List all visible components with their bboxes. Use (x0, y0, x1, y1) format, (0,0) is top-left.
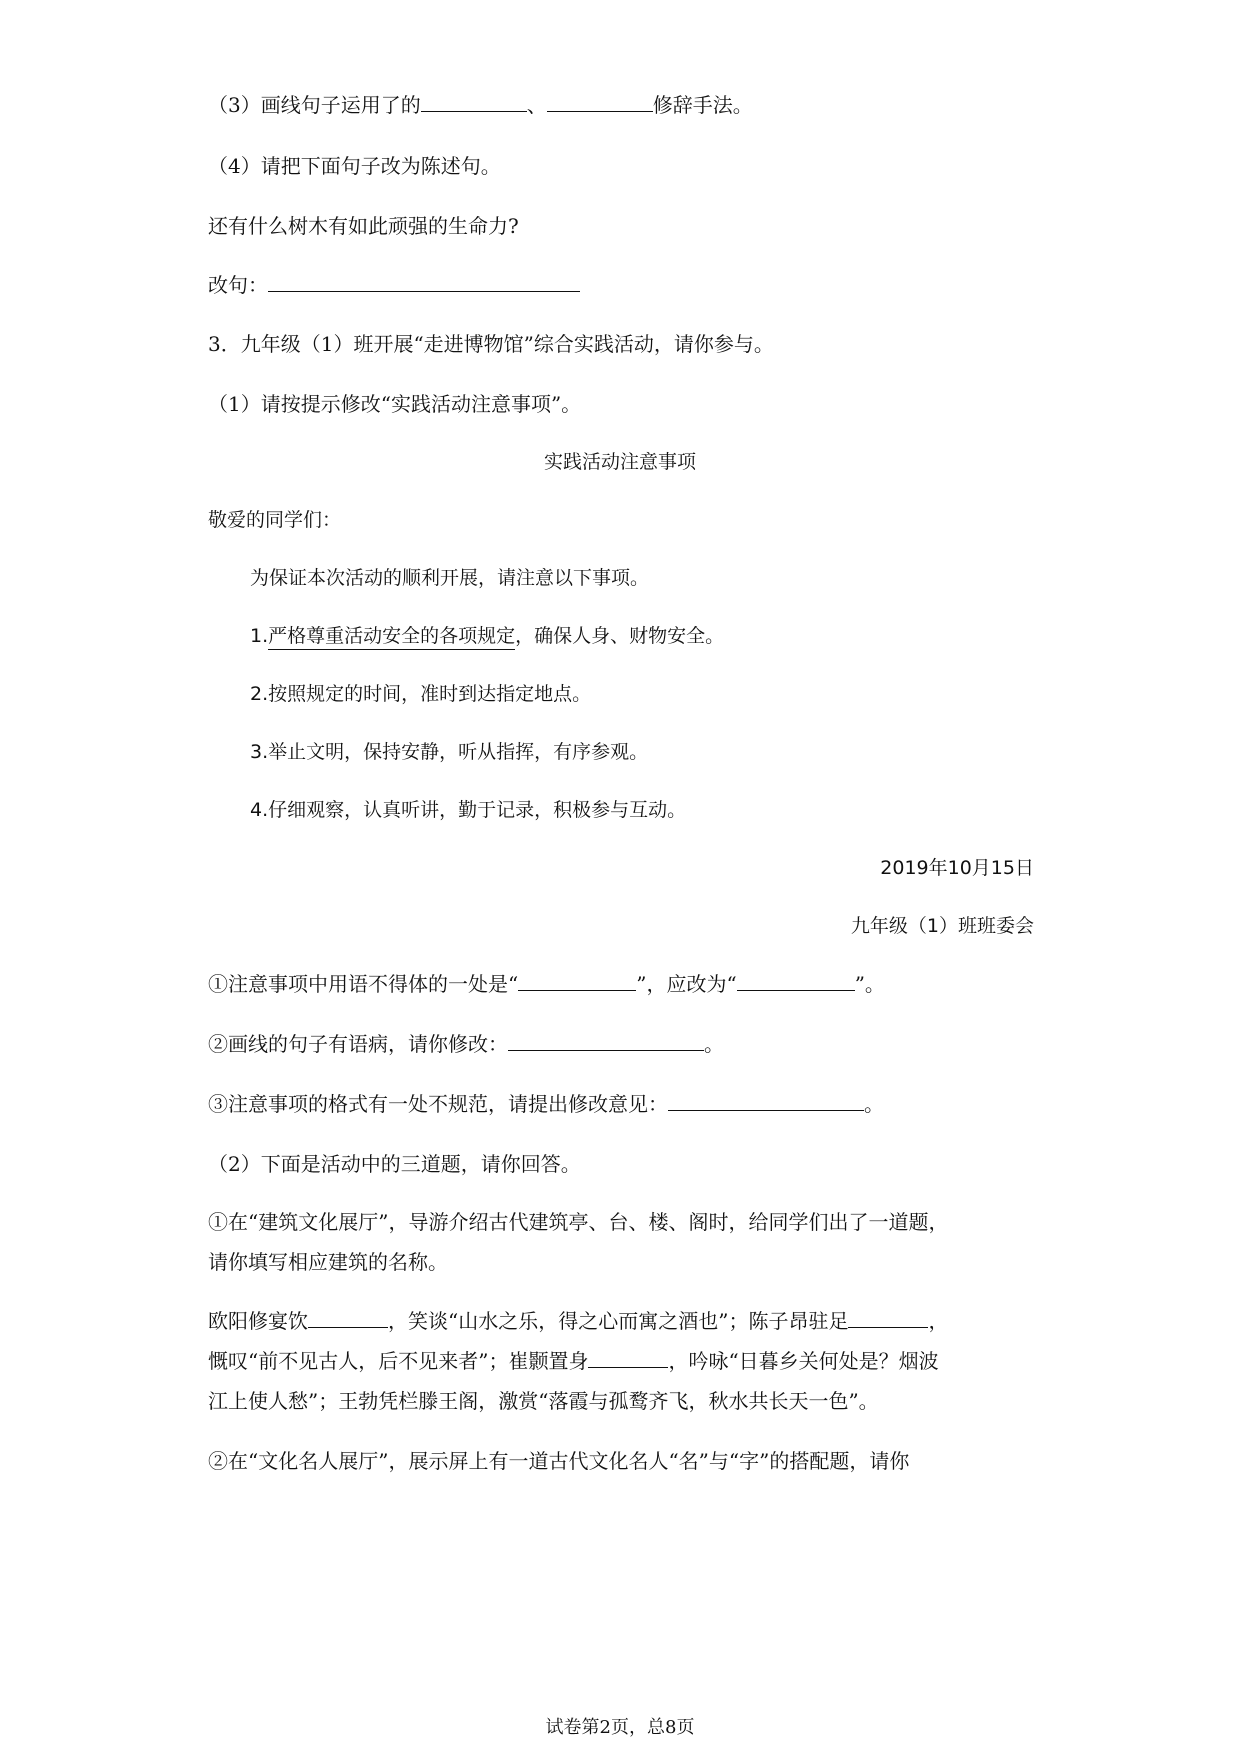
q3-sub1: （1）请按提示修改“实践活动注意事项”。 (208, 392, 582, 416)
notice-title: 实践活动注意事项 (543, 451, 696, 473)
poem-line-2 (208, 1347, 939, 1375)
notice-item-2: 2.按照规定的时间，准时到达指定地点。 (250, 683, 592, 705)
notice-greeting: 敬爱的同学们： (208, 509, 342, 531)
rewrite-blank[interactable] (268, 271, 580, 292)
poem-part-4: 慨叹“前不见古人，后不见来者”；崔颢置身 (208, 1349, 589, 1373)
q2-sub3-suffix: 修辞手法。 (652, 93, 753, 117)
q3-b1-line2: 请你填写相应建筑的名称。 (208, 1250, 448, 1274)
poem-part-5: ，吟咏“日暮乡关何处是？烟波 (668, 1349, 939, 1373)
q3-a3-prefix: ③注意事项的格式有一处不规范，请提出修改意见： (208, 1092, 668, 1116)
sentence-fix-blank[interactable] (508, 1030, 704, 1051)
poem-line-1 (208, 1307, 948, 1335)
underlined-sentence: 严格尊重活动安全的各项规定 (268, 625, 515, 650)
format-fix-blank[interactable] (668, 1090, 864, 1111)
q3-b2: ②在“文化名人展厅”，展示屏上有一道古代文化名人“名”与“字”的搭配题，请你 (208, 1449, 910, 1473)
q3-a2-prefix: ②画线的句子有语病，请你修改： (208, 1032, 508, 1056)
notice-opening: 为保证本次活动的顺利开展，请注意以下事项。 (250, 567, 650, 589)
notice-date: 2019年10月15日 (880, 857, 1034, 879)
notice-item-1-rest: ，确保人身、财物安全。 (515, 625, 725, 647)
rhetoric-blank-1[interactable] (421, 91, 527, 112)
rhetoric-blank-2[interactable] (547, 91, 653, 112)
q3-sub2: （2）下面是活动中的三道题，请你回答。 (208, 1152, 581, 1176)
pavilion-blank-3[interactable] (588, 1347, 668, 1368)
notice-item-4: 4.仔细观察，认真听讲，勤于记录，积极参与互动。 (250, 799, 687, 821)
q3-intro: 3．九年级（1）班开展“走进博物馆”综合实践活动，请你参与。 (208, 332, 774, 356)
notice-signer: 九年级（1）班班委会 (850, 915, 1034, 937)
pavilion-blank-1[interactable] (308, 1307, 388, 1328)
q2-sentence: 还有什么树木有如此顽强的生命力? (208, 214, 519, 238)
improper-phrase-blank[interactable] (518, 970, 636, 991)
q3-a1-suffix: ”。 (854, 972, 885, 996)
notice-item-1 (250, 622, 724, 650)
pavilion-blank-2[interactable] (848, 1307, 928, 1328)
q3-a3-suffix: 。 (864, 1092, 884, 1116)
q2-rewrite-line (208, 271, 580, 299)
poem-line-3: 江上使人愁”；王勃凭栏滕王阁，激赏“落霞与孤鹜齐飞，秋水共长天一色”。 (208, 1389, 879, 1413)
q2-sub3-prefix: （3）画线句子运用了的 (208, 93, 421, 117)
page-footer: 试卷第2页，总8页 (545, 1717, 695, 1738)
poem-part-2: ，笑谈“山水之乐，得之心而寓之酒也”；陈子昂驻足 (388, 1309, 849, 1333)
q3-a1-prefix: ①注意事项中用语不得体的一处是“ (208, 972, 519, 996)
q3-a1-line (208, 970, 885, 998)
notice-item-1-number: 1. (250, 625, 269, 647)
q3-a2-line (208, 1030, 724, 1058)
rewrite-label: 改句： (208, 273, 268, 297)
q2-sub3-sep: 、 (526, 93, 547, 117)
correction-blank[interactable] (737, 970, 855, 991)
poem-part-1: 欧阳修宴饮 (208, 1309, 308, 1333)
q2-sub4: （4）请把下面句子改为陈述句。 (208, 154, 501, 178)
q2-sub3-line (208, 91, 753, 119)
notice-item-3: 3.举止文明，保持安静，听从指挥，有序参观。 (250, 741, 649, 763)
q3-a3-line (208, 1090, 884, 1118)
q3-a1-mid: ”，应改为“ (636, 972, 737, 996)
poem-part-3: ， (928, 1309, 949, 1333)
q3-a2-suffix: 。 (704, 1032, 724, 1056)
q3-b1-line1: ①在“建筑文化展厅”，导游介绍古代建筑亭、台、楼、阁时，给同学们出了一道题， (208, 1210, 949, 1234)
